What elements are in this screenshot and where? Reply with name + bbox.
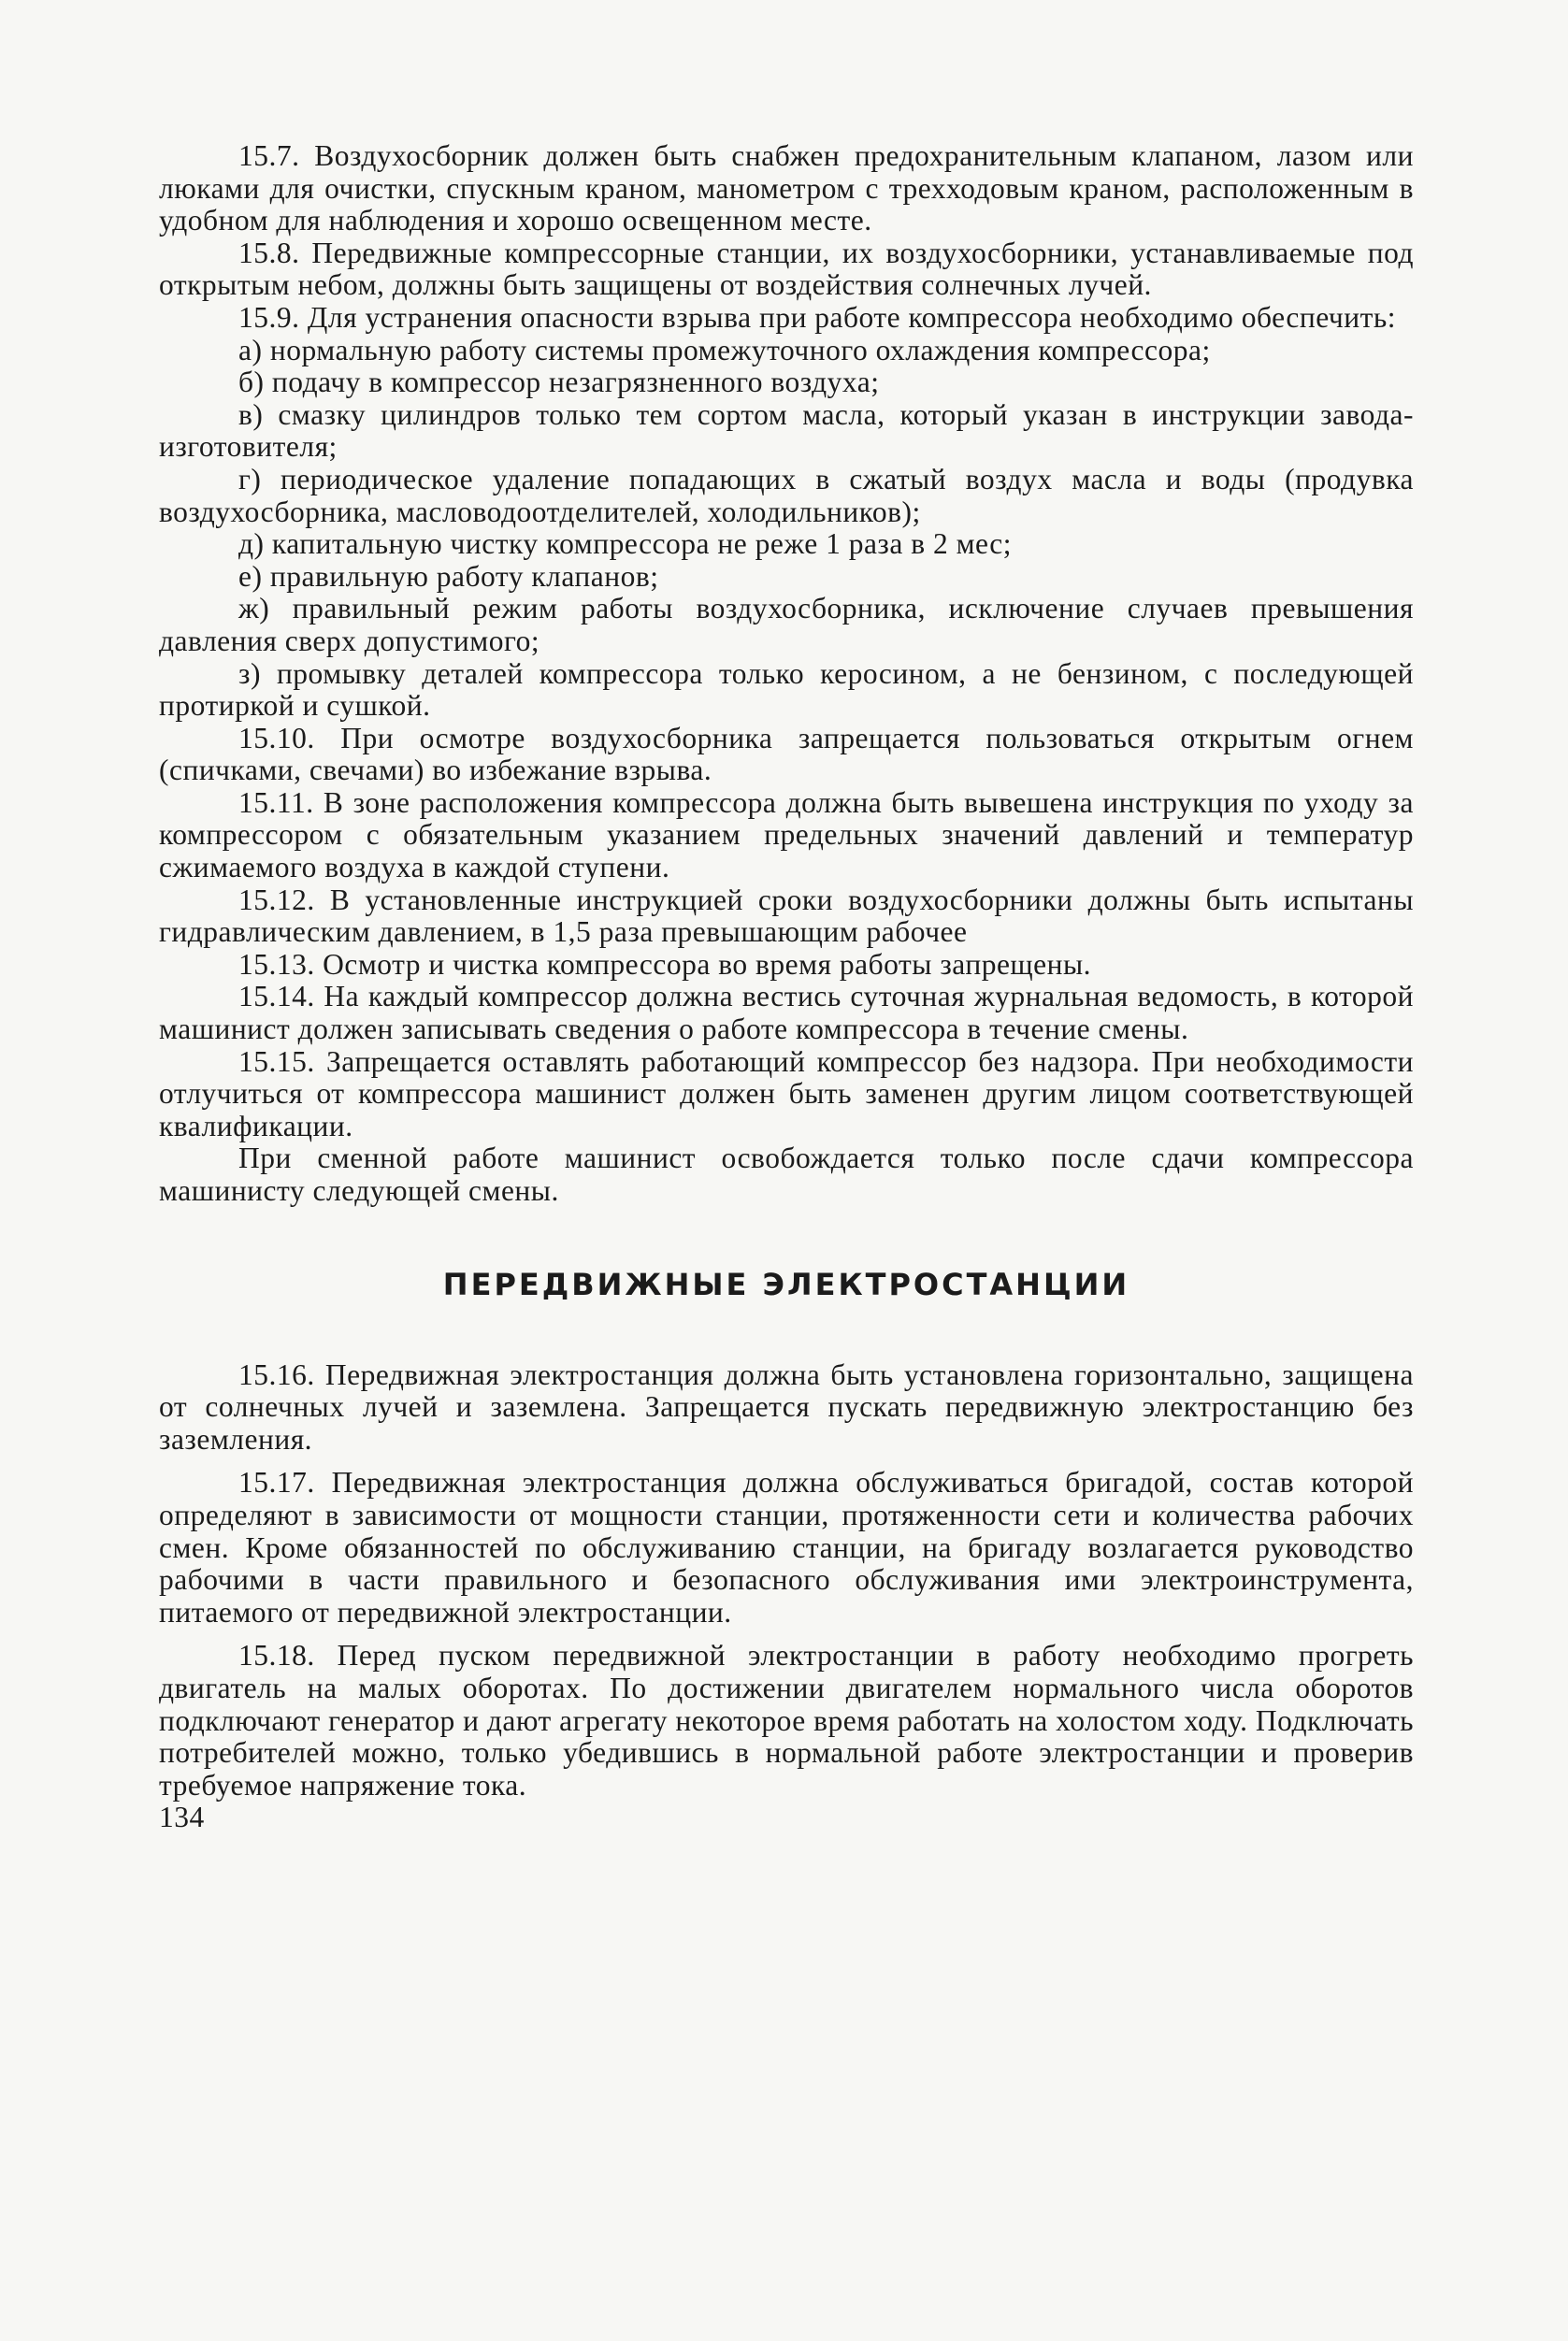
list-item-v: в) смазку цилиндров только тем сортом масла, который указан в инструкции завода-изготовителя; [159, 397, 1414, 464]
paragraph-shift-work: При сменной работе машинист освобождается только после сдачи компрессора машинисту следующей смены. [159, 1142, 1414, 1207]
list-item-e: е) правильную работу клапанов; [238, 559, 659, 593]
paragraph-15-15: 15.15. Запрещается оставлять работающий компрессор без надзора. При необходимости отлучиться от компрессора машинист должен быть заменен другим лицом соответствующей квалификации. [159, 1044, 1414, 1142]
paragraph-15-8: 15.8. Передвижные компрессорные станции, их воздухосборники, устанавливаемые под открытым небом, должны быть защищены от воздействия солнечных лучей. [159, 236, 1414, 302]
list-item-zh: ж) правильный режим работы воздухосборника, исключение случаев превышения давления сверх допустимого; [159, 592, 1414, 657]
section-heading: ПЕРЕДВИЖНЫЕ ЭЛЕКТРОСТАНЦИИ [442, 1266, 1130, 1302]
paragraph-15-14: 15.14. На каждый компрессор должна вестись суточная журнальная ведомость, в которой машинист должен записывать сведения о работе компрессора в течение смены. [159, 980, 1414, 1046]
paragraph-15-16: 15.16. Передвижная электростанция должна быть установлена горизонтально, защищена от солнечных лучей и заземлена. Запрещается пускать передвижную электростанцию без заземления. [159, 1357, 1414, 1456]
list-item-d: д) капитальную чистку компрессора не реже 1 раза в 2 мес; [238, 527, 1013, 561]
section-compressors [159, 140, 1414, 1208]
section-power-stations [159, 1359, 1414, 1802]
paragraph-15-18: 15.18. Перед пуском передвижной электростанции в работу необходимо прогреть двигатель на малых оборотах. По достижении двигателем нормального числа оборотов подключают генератор и дают агрегату некоторое время работать на холостом ходу. Подключать потребителей можно, только убедившись в нормальной работе электростанции и проверив требуемое напряжение тока. [159, 1639, 1414, 1802]
list-item-b: б) подачу в компрессор незагрязненного воздуха; [238, 366, 880, 399]
paragraph-15-13: 15.13. Осмотр и чистка компрессора во время работы запрещены. [238, 947, 1092, 981]
list-item-z: з) промывку деталей компрессора только керосином, а не бензином, с последующей протиркой и сушкой. [159, 656, 1414, 723]
page-number: 134 [159, 1801, 205, 1834]
paragraph-15-10: 15.10. При осмотре воздухосборника запрещается пользоваться открытым огнем (спичками, свечами) во избежание взрыва. [159, 721, 1414, 787]
list-item-a: а) нормальную работу системы промежуточного охлаждения компрессора; [238, 333, 1211, 366]
paragraph-15-9: 15.9. Для устранения опасности взрыва при работе компрессора необходимо обеспечить: [238, 300, 1396, 334]
paragraph-15-12: 15.12. В установленные инструкцией сроки воздухосборники должны быть испытаны гидравлическим давлением, в 1,5 раза превышающим рабочее [159, 883, 1414, 949]
paragraph-15-17: 15.17. Передвижная электростанция должна обслуживаться бригадой, состав которой определяют в зависимости от мощности станции, протяженности сети и количества рабочих смен. Кроме обязанностей по обслуживанию станции, на бригаду возлагается руководство рабочими в части правильного и безопасного обслуживания ими электроинструмента, питаемого от передвижной электростанции. [159, 1466, 1414, 1629]
paragraph-15-7: 15.7. Воздухосборник должен быть снабжен предохранительным клапаном, лазом или люками для очистки, спускным краном, манометром с трехходовым краном, расположенным в удобном для наблюдения и хорошо освещенном месте. [159, 139, 1414, 237]
list-item-g: г) периодическое удаление попадающих в сжатый воздух масла и воды (продувка воздухосборника, масловодоотделителей, холодильников); [159, 462, 1414, 528]
paragraph-15-11: 15.11. В зоне расположения компрессора должна быть вывешена инструкция по уходу за компрессором с обязательным указанием предельных значений давлений и температур сжимаемого воздуха в каждой ступени. [159, 785, 1414, 884]
